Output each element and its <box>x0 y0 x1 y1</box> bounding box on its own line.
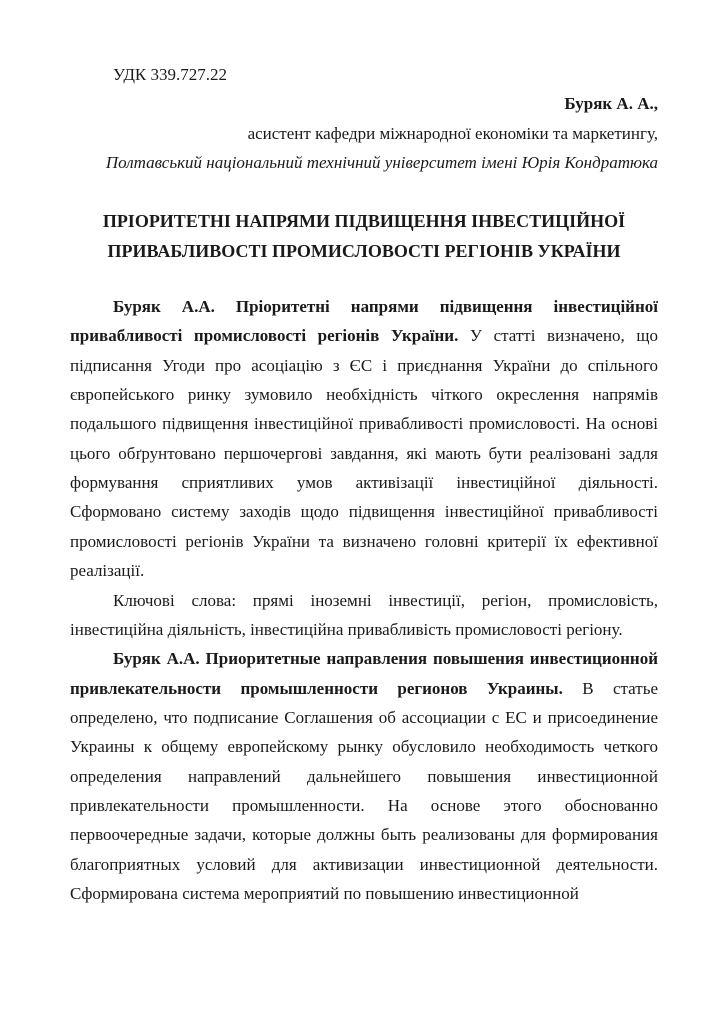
article-title: ПРІОРИТЕТНІ НАПРЯМИ ПІДВИЩЕННЯ ІНВЕСТИЦІЙНОЇ ПРИВАБЛИВОСТІ ПРОМИСЛОВОСТІ РЕГІОНІВ УКРАЇНИ <box>102 211 626 261</box>
abstract-russian <box>70 644 658 908</box>
abstract-ukrainian <box>70 292 658 585</box>
author-affiliation: Полтавський національний технічний університет імені Юрія Кондратюка <box>105 153 658 173</box>
abstract-ukrainian-lead: Буряк А.А. Пріоритетні напрями підвищення інвестиційної привабливості промисловості регіонів України. <box>70 297 658 346</box>
author-position: асистент кафедри міжнародної економіки та маркетингу, <box>247 123 658 143</box>
udc-code: УДК 339.727.22 <box>113 65 228 84</box>
abstract-russian-text: В статье определено, что подписание Соглашения об ассоциации с ЕС и присоединение Украины к общему европейскому рынку обусловило необходимость четкого определения направлений дальнейшего повышения инвестиционной привлекательности промышленности. На основе этого обоснованно первоочередные задачи, которые должны быть реализованы для формирования благоприятных условий для активизации инвестиционной деятельности. Сформирована система мероприятий по повышению инвестиционной <box>70 678 658 903</box>
abstract-russian-lead: Буряк А.А. Приоритетные направления повышения инвестиционной привлекательности промышленности регионов Украины. <box>70 649 658 698</box>
author-block <box>70 89 658 177</box>
abstract-ukrainian-text: У статті визначено, що підписання Угоди про асоціацію з ЄС і приєднання України до спільного європейського ринку зумовило необхідність чіткого окреслення напрямів подальшого підвищення інвестиційної привабливості промисловості. На основі цього обґрунтовано першочергові завдання, які мають бути реалізовані задля формування сприятливих умов активізації інвестиційної діяльності. Сформовано систему заходів щодо підвищення інвестиційної привабливості промисловості регіонів України та визначено головні критерії їх ефективної реалізації. <box>70 326 658 581</box>
keywords-ukrainian: Ключові слова: прямі іноземні інвестиції, регіон, промисловість, інвестиційна діяльність, інвестиційна привабливість промисловості регіону. <box>70 590 658 639</box>
author-name: Буряк А. А., <box>564 94 658 114</box>
